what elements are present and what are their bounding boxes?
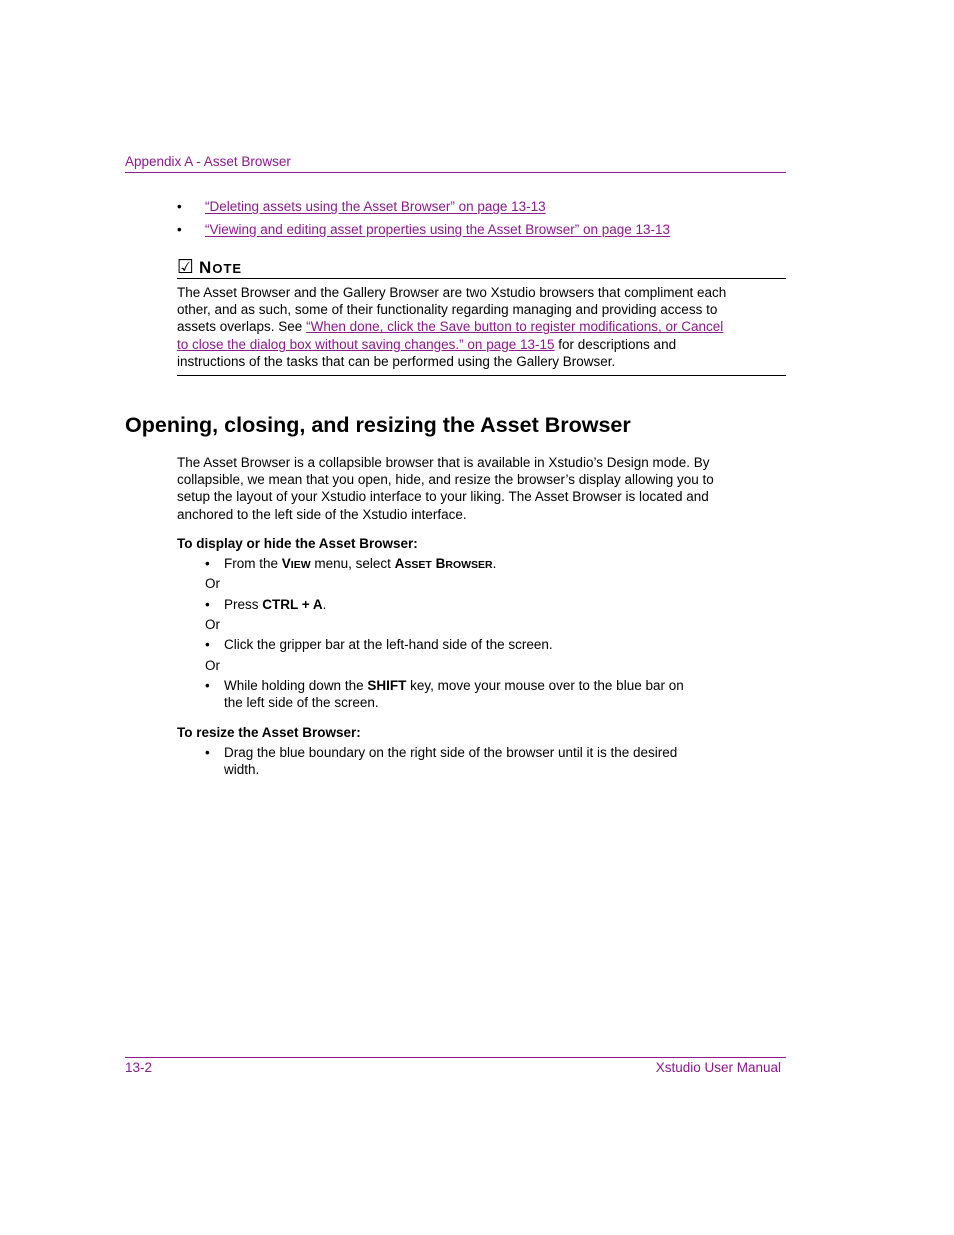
list-item [177, 222, 670, 237]
header-rule [125, 172, 786, 173]
or-separator: Or [205, 617, 220, 632]
bullet: • [205, 597, 210, 612]
link-save-button-modifications[interactable]: “When done, click the Save button to register modifications, or Cancel to close the dialog box without saving changes.” on page 13-15 [177, 319, 724, 352]
bullet: • [205, 637, 210, 652]
link-viewing-editing-properties[interactable]: “Viewing and editing asset properties using the Asset Browser” on page 13-13 [205, 222, 671, 237]
note-text-1: The Asset Browser and the Gallery Browser are two Xstudio browsers that compliment each other, and as such, some of their functionality regarding managing and providing access to assets overlaps. See [177, 285, 727, 335]
step-gripper-bar: Click the gripper bar at the left-hand side of the screen. [224, 637, 553, 652]
note-heading [177, 256, 242, 279]
manual-title: Xstudio User Manual [655, 1060, 781, 1075]
list-item [205, 744, 685, 778]
resize-procedure-title: To resize the Asset Browser: [177, 725, 361, 740]
bullet: • [205, 556, 210, 571]
checkbox-icon: ☑ [177, 257, 196, 278]
list-item [177, 199, 546, 214]
bullet: • [205, 678, 210, 693]
shortcut-key: CTRL + A [262, 597, 323, 612]
section-heading: Opening, closing, and resizing the Asset Browser [125, 413, 631, 437]
section-intro: The Asset Browser is a collapsible browser that is available in Xstudio’s Design mode. By collapsible, we mean that you open, hide, and resize the browser’s display allowing you to setup the layout of your Xstudio interface to your liking. The Asset Browser is located and anchored to the left side of the Xstudio interface. [177, 455, 714, 522]
list-item [205, 636, 705, 653]
step-view-menu: From the VIEW menu, select ASSET BROWSER. [224, 556, 497, 571]
display-procedure-title: To display or hide the Asset Browser: [177, 536, 418, 551]
running-header: Appendix A - Asset Browser [125, 154, 291, 169]
list-item [205, 596, 705, 613]
note-bottom-rule [177, 375, 786, 376]
step-shift-key: While holding down the SHIFT key, move your mouse over to the blue bar on the left side of the screen. [224, 678, 684, 710]
bullet: • [177, 199, 182, 214]
link-deleting-assets[interactable]: “Deleting assets using the Asset Browser” on page 13-13 [205, 199, 546, 214]
list-item [205, 555, 705, 574]
note-body [177, 284, 737, 370]
footer-rule [125, 1057, 786, 1058]
page-number: 13-2 [125, 1060, 153, 1075]
note-title-rest: OTE [212, 261, 243, 276]
or-separator: Or [205, 576, 220, 591]
note-title-first: N [199, 258, 213, 277]
note-top-rule [177, 278, 786, 279]
list-item [205, 677, 685, 711]
step-shortcut: Press CTRL + A. [224, 597, 327, 612]
note-text-2: for descriptions and instructions of the tasks that can be performed using the Gallery Browser. [177, 336, 677, 369]
bullet: • [177, 222, 182, 237]
bullet: • [205, 745, 210, 760]
or-separator: Or [205, 658, 220, 673]
step-drag-boundary: Drag the blue boundary on the right side of the browser until it is the desired width. [224, 745, 678, 777]
shift-key: SHIFT [367, 678, 407, 693]
